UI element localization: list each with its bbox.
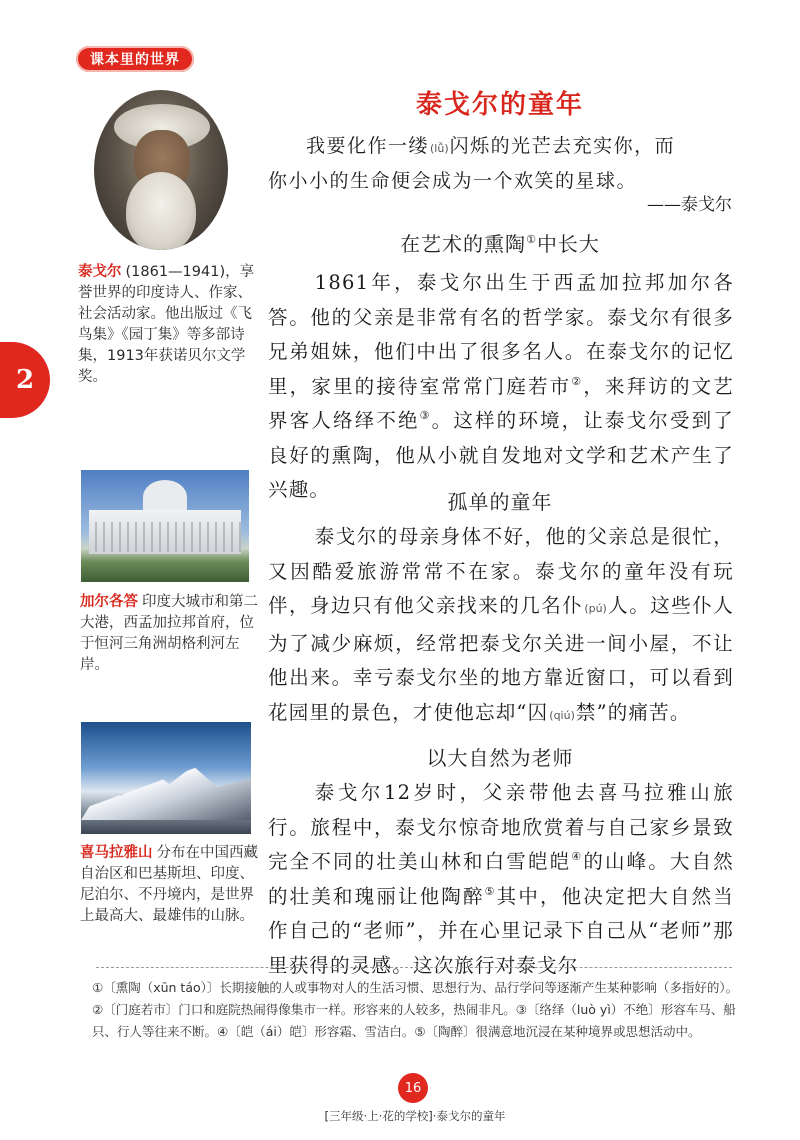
tagore-caption	[78, 262, 256, 388]
quote-author: ——泰戈尔	[647, 195, 732, 215]
footnote-ref: ①	[526, 233, 537, 246]
caption-text: 分布在中国西藏自治区和巴基斯坦、印度、尼泊尔、不丹境内，是世界上最高大、最雄伟的山脉。	[80, 845, 258, 924]
calcutta-caption	[80, 592, 258, 676]
footnote-ref: ②	[571, 374, 584, 388]
pinyin: (lǚ)	[430, 142, 449, 155]
quote-text: 我要化作一缕	[306, 135, 430, 157]
caption-text: (1861—1941)，享誉世界的印度诗人、作家、社会活动家。他出版过《飞鸟集》《园丁集》等多部诗集，1913年获诺贝尔文学奖。	[78, 264, 255, 385]
tagore-portrait-image	[94, 90, 228, 250]
article-title: 泰戈尔的童年	[415, 90, 584, 120]
caption-keyword: 加尔各答	[80, 594, 138, 610]
caption-text: 印度大城市和第二大港，西孟加拉邦首府，位于恒河三角洲胡格利河左岸。	[80, 594, 258, 673]
section-heading-3: 以大自然为老师	[426, 746, 574, 770]
footnote-ref: ③	[419, 409, 432, 422]
section-badge: 课本里的世界	[76, 46, 194, 72]
epigraph-quote	[268, 130, 732, 197]
footnotes: ①〔熏陶（xūn táo）〕长期接触的人或事物对人的生活习惯、思想行为、品行学问等逐渐产生某种影响（多指好的）。②〔门庭若市〕门口和庭院热闹得像集市一样。形容来的人较多，热闹非凡。③〔络绎（luò yì）不绝〕形容车马、船只、行人等往来不断。④〔皑（ái）皑〕形容霜、雪洁白。⑤〔陶醉〕很满意地沉浸在某种境界或思想活动中。	[92, 980, 739, 1039]
page-footer: [三年级·上·花的学校]·泰戈尔的童年	[324, 1109, 506, 1123]
quote-text: 你小小的生命便会成为一个欢笑的星球。	[268, 170, 638, 192]
himalaya-photo	[81, 722, 251, 834]
paragraph-2: 泰戈尔的母亲身体不好，他的父亲总是很忙，又因酷爱旅游常常不在家。泰戈尔的童年没有玩伴，身边只有他父亲找来的几名仆(pú)人。这些仆人为了减少麻烦，经常把泰戈尔关进一间小屋，不让他出来。幸亏泰戈尔坐的地方靠近窗口，可以看到花园里的景色，才使他忘却“囚(qiú)禁”的痛苦。	[268, 525, 734, 724]
himalaya-caption	[80, 843, 258, 927]
pinyin: (pú)	[584, 602, 607, 615]
paragraph-1: 1861年，泰戈尔出生于西孟加拉邦加尔各答。他的父亲是非常有名的哲学家。泰戈尔有很多兄弟姐妹，他们中出了很多名人。在泰戈尔的记忆里，家里的接待室常常门庭若市②，来拜访的文艺界客人络绎不绝③。这样的环境，让泰戈尔受到了良好的熏陶，他从小就自发地对文学和艺术产生了兴趣。	[268, 271, 734, 501]
caption-keyword: 喜马拉雅山	[80, 845, 153, 861]
footnote-ref: ④	[571, 850, 584, 863]
paragraph-3: 泰戈尔12岁时，父亲带他去喜马拉雅山旅行。旅程中，泰戈尔惊奇地欣赏着与自己家乡景致完全不同的壮美山林和白雪皑皑④的山峰。大自然的壮美和瑰丽让他陶醉⑤其中，他决定把大自然当作自己的“老师”，并在心里记录下自己从“老师”那里获得的灵感。这次旅行对泰戈尔	[268, 781, 735, 977]
footnote-ref: ⑤	[484, 884, 497, 898]
chapter-tab: 2	[0, 342, 50, 418]
calcutta-photo	[81, 470, 249, 582]
footnote-divider	[96, 967, 732, 968]
section-heading-2: 孤单的童年	[447, 490, 553, 514]
caption-keyword: 泰戈尔	[78, 264, 122, 280]
page-number: 16	[398, 1073, 428, 1103]
quote-text: 闪烁的光芒去充实你，而	[449, 135, 676, 157]
section-heading-1: 在艺术的熏陶①中长大	[400, 232, 600, 256]
pinyin: (qiú)	[549, 708, 575, 722]
